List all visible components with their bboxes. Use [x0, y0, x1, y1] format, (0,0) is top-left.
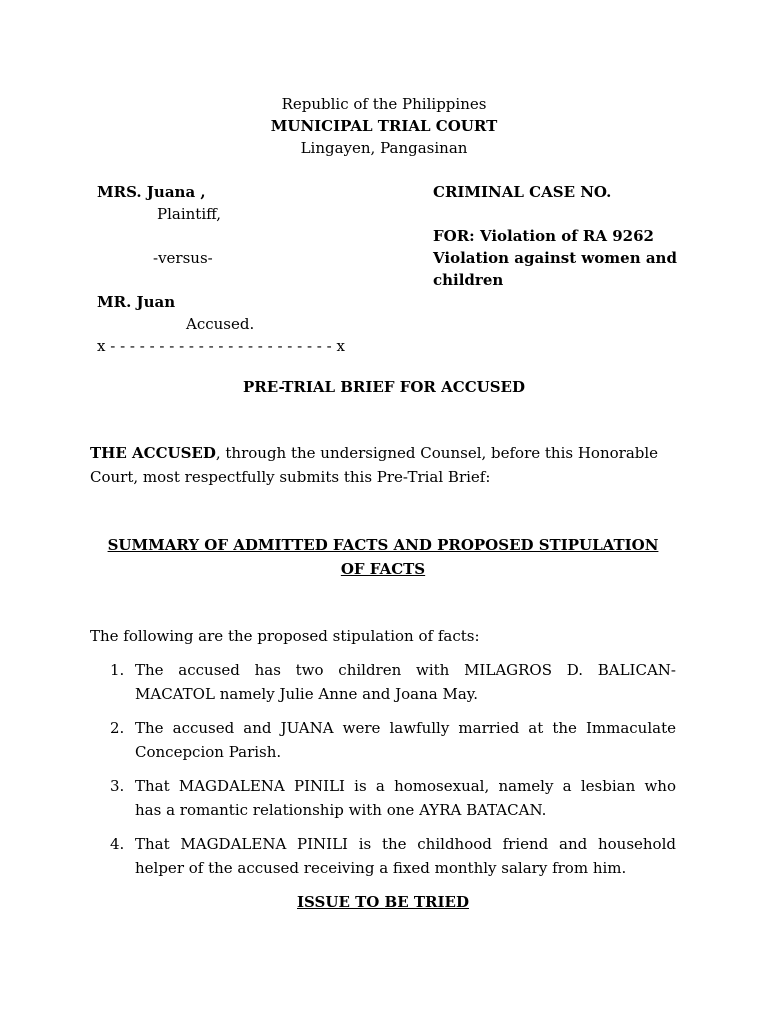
list-text: [135, 658, 676, 706]
case-charge-line1: FOR: Violation of RA 9262: [433, 227, 654, 245]
list-text-line: MACATOL namely Julie Anne and Joana May.: [135, 685, 479, 703]
intro-lead: THE ACCUSED: [90, 444, 216, 462]
republic-line: Republic of the Philippines: [281, 95, 487, 113]
list-text-line: That MAGDALENA PINILI is a homosexual, namely a lesbian who: [135, 777, 676, 795]
list-text-line: helper of the accused receiving a fixed monthly salary from him.: [135, 859, 627, 877]
stipulation-intro: The following are the proposed stipulation of facts:: [90, 627, 480, 645]
plaintiff-name: MRS. Juana ,: [97, 183, 206, 201]
intro-text-1: , through the undersigned Counsel, before this Honorable: [215, 444, 659, 462]
section-heading-facts-line1: SUMMARY OF ADMITTED FACTS AND PROPOSED STIPULATION: [107, 536, 659, 554]
list-text: [135, 716, 676, 764]
list-text-line: The accused and JUANA were lawfully married at the Immaculate: [135, 719, 676, 737]
list-number: 4.: [110, 835, 125, 853]
section-heading-facts-line2: OF FACTS: [340, 560, 426, 578]
list-text-line: The accused has two children with MILAGROS D. BALICAN-: [135, 661, 676, 679]
list-text: [135, 774, 676, 822]
list-number: 3.: [110, 777, 125, 795]
criminal-case-number: CRIMINAL CASE NO.: [433, 183, 612, 201]
list-number: 2.: [110, 719, 125, 737]
accused-name: MR. Juan: [97, 293, 176, 311]
list-number: 1.: [110, 661, 125, 679]
case-charge-line2: Violation against women and: [433, 249, 677, 267]
document-title: PRE-TRIAL BRIEF FOR ACCUSED: [243, 378, 525, 396]
court-location: Lingayen, Pangasinan: [300, 139, 468, 157]
intro-line1: [90, 442, 658, 464]
list-text-line: That MAGDALENA PINILI is the childhood friend and household: [135, 835, 676, 853]
section-heading-issue: ISSUE TO BE TRIED: [297, 893, 469, 911]
list-text: [135, 832, 676, 880]
plaintiff-role: Plaintiff,: [157, 205, 222, 223]
court-name: MUNICIPAL TRIAL COURT: [270, 117, 498, 135]
list-text-line: Concepcion Parish.: [135, 743, 282, 761]
versus-label: -versus-: [153, 249, 213, 267]
caption-separator: x - - - - - - - - - - - - - - - - - - - - - - - x: [97, 337, 345, 355]
case-charge-line3: children: [433, 271, 504, 289]
intro-line2: Court, most respectfully submits this Pre-Trial Brief:: [90, 468, 491, 486]
accused-role: Accused.: [186, 315, 255, 333]
list-text-line: has a romantic relationship with one AYRA BATACAN.: [135, 801, 547, 819]
